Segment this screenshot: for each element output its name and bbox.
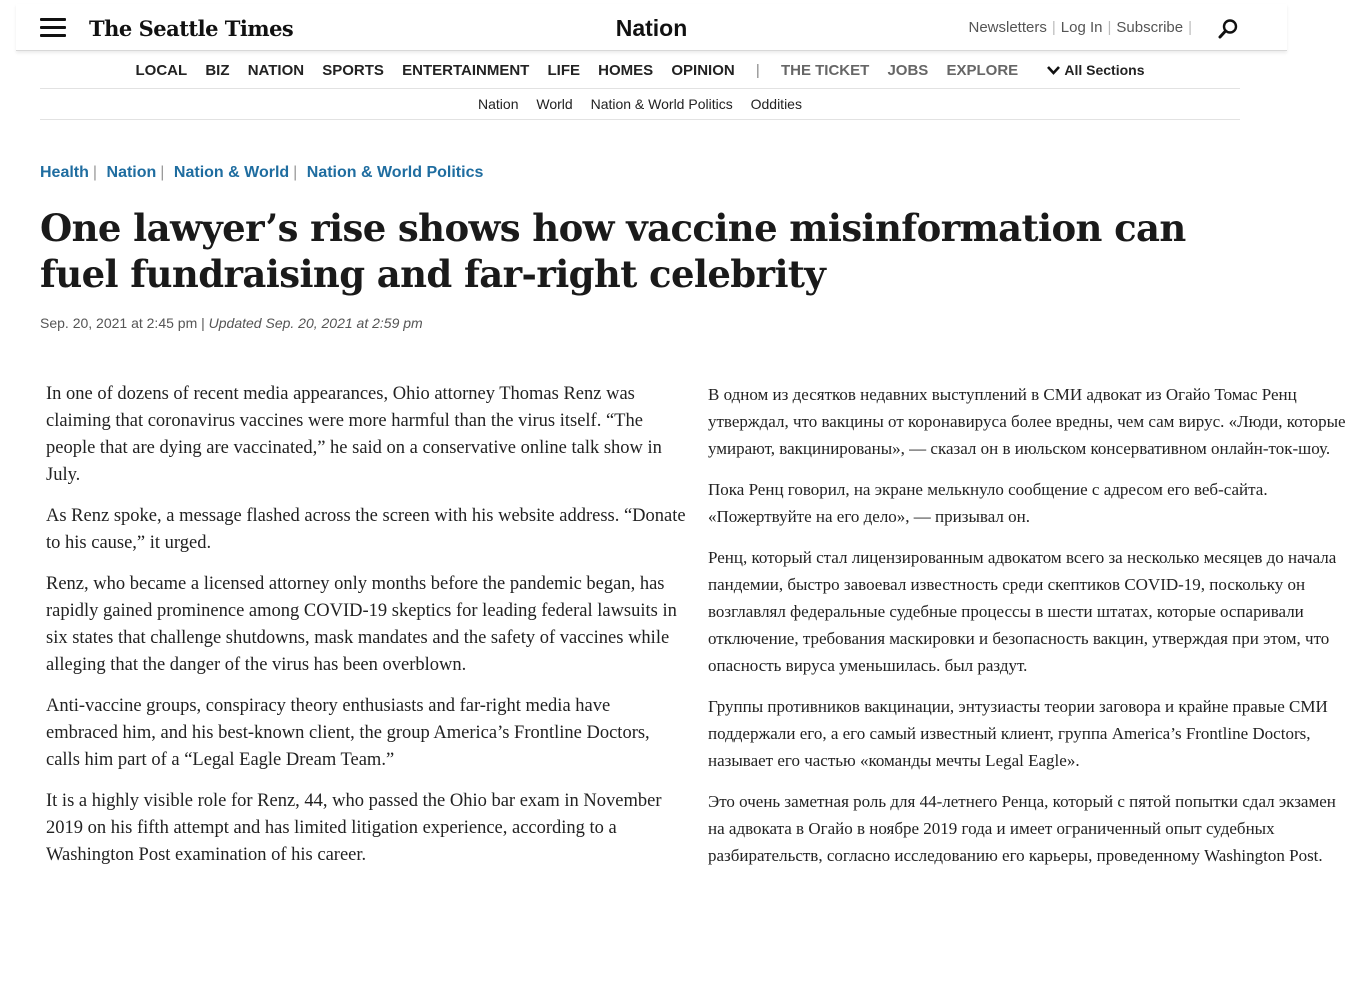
all-sections-button[interactable]: [1047, 62, 1144, 78]
newsletters-link[interactable]: Newsletters: [968, 19, 1047, 36]
nav-item-entertainment[interactable]: ENTERTAINMENT: [402, 62, 530, 79]
article-body-english: [46, 381, 686, 883]
subnav-divider-line: [40, 119, 1240, 120]
nav-item-life[interactable]: LIFE: [547, 62, 580, 79]
article-dateline: Sep. 20, 2021 at 2:45 pm | Updated Sep. 20, 2021 at 2:59 pm: [40, 315, 423, 331]
breadcrumb-nation-world-politics[interactable]: Nation & World Politics: [306, 164, 484, 181]
nav-item-jobs[interactable]: JOBS: [887, 62, 929, 79]
nav-divider: |: [755, 62, 760, 79]
top-bar: [16, 4, 1287, 51]
nav-item-sports[interactable]: SPORTS: [322, 62, 384, 79]
nav-divider-line: [40, 88, 1240, 89]
paragraph: It is a highly visible role for Renz, 44, who passed the Ohio bar exam in November 2019 on his fifth attempt and has limited litigation experience, according to a Washington Post examination of his career.: [46, 791, 662, 865]
article-body-russian: [708, 381, 1348, 883]
sub-nav: [0, 96, 1280, 112]
chevron-down-icon: [1047, 65, 1060, 75]
nav-item-homes[interactable]: HOMES: [598, 62, 654, 79]
paragraph: Пока Ренц говорил, на экране мелькнуло сообщение с адресом его веб-сайта. «Пожертвуйте на его дело», — призывал он.: [708, 480, 1268, 526]
paragraph: В одном из десятков недавних выступлений в СМИ адвокат из Огайо Томас Ренц утверждал, что вакцины от коронавируса более вредны, чем сам вирус. «Люди, которые умирают, вакцинированы», — сказал он в июльском консервативном онлайн-ток-шоу.: [708, 385, 1346, 458]
nav-item-explore[interactable]: EXPLORE: [946, 62, 1019, 79]
all-sections-label: All Sections: [1064, 62, 1145, 78]
breadcrumb-nation-world[interactable]: Nation & World: [173, 164, 290, 181]
nav-item-biz[interactable]: BIZ: [205, 62, 230, 79]
paragraph: Renz, who became a licensed attorney only months before the pandemic began, has rapidly gained prominence among COVID-19 skeptics for leading federal lawsuits in six states that challenge shutdowns, mask mandates and the safety of vaccines while alleging that the danger of the virus has been overblown.: [46, 574, 677, 675]
utility-links: Newsletters | Log In | Subscribe |: [968, 19, 1192, 36]
paragraph: Anti-vaccine groups, conspiracy theory enthusiasts and far-right media have embraced him, and his best-known client, the group America’s Frontline Doctors, calls him part of a “Legal Eagle Dream Team.”: [46, 696, 650, 770]
subscribe-link[interactable]: Subscribe: [1116, 19, 1184, 36]
subnav-item-nation[interactable]: Nation: [478, 96, 519, 112]
breadcrumb-health[interactable]: Health: [40, 164, 89, 181]
paragraph: In one of dozens of recent media appearances, Ohio attorney Thomas Renz was claiming that coronavirus vaccines were more harmful than the virus itself. “The people that are dying are vaccinated,” he said on a conservative online talk show in July.: [46, 384, 662, 485]
updated-date: Updated Sep. 20, 2021 at 2:59 pm: [208, 315, 423, 331]
nav-item-local[interactable]: LOCAL: [135, 62, 188, 79]
nav-item-nation[interactable]: NATION: [247, 62, 305, 79]
section-title[interactable]: Nation: [615, 15, 688, 41]
search-icon[interactable]: [1217, 18, 1239, 40]
nav-item-the-ticket[interactable]: THE TICKET: [780, 62, 870, 79]
breadcrumb: Health | Nation | Nation & World | Nation & World Politics: [40, 164, 484, 181]
breadcrumb-nation[interactable]: Nation: [106, 164, 157, 181]
paragraph: As Renz spoke, a message flashed across the screen with his website address. “Donate to his cause,” it urged.: [46, 506, 686, 553]
published-date: Sep. 20, 2021 at 2:45 pm: [40, 315, 198, 331]
paragraph: Это очень заметная роль для 44-летнего Ренца, который с пятой попытки сдал экзамен на адвоката в Огайо в ноябре 2019 года и имеет ограниченный опыт судебных разбирательств, согласно исследованию его карьеры, проведенному Washington Post.: [708, 792, 1336, 865]
site-logo[interactable]: The Seattle Times: [89, 16, 294, 41]
login-link[interactable]: Log In: [1060, 19, 1103, 36]
subnav-item-oddities[interactable]: Oddities: [750, 96, 802, 112]
main-nav: [0, 62, 1280, 79]
paragraph: Группы противников вакцинации, энтузиасты теории заговора и крайне правые СМИ поддержали его, а его самый известный клиент, группа America’s Frontline Doctors, называет его частью «команды мечты Legal Eagle».: [708, 697, 1328, 770]
subnav-item-world[interactable]: World: [536, 96, 573, 112]
nav-item-opinion[interactable]: OPINION: [671, 62, 735, 79]
article-headline: One lawyer’s rise shows how vaccine misinformation can fuel fundraising and far-right celebrity: [40, 206, 1186, 296]
subnav-item-nation-world-politics[interactable]: Nation & World Politics: [590, 96, 733, 112]
paragraph: Ренц, который стал лицензированным адвокатом всего за несколько месяцев до начала пандемии, быстро завоевал известность среди скептиков COVID-19, поскольку он возглавлял федеральные судебные процессы в шести штатах, которые оспаривали отключение, требования маскировки и безопасность вакцин, утверждая при этом, что опасность вируса уменьшилась. был раздут.: [708, 548, 1337, 675]
